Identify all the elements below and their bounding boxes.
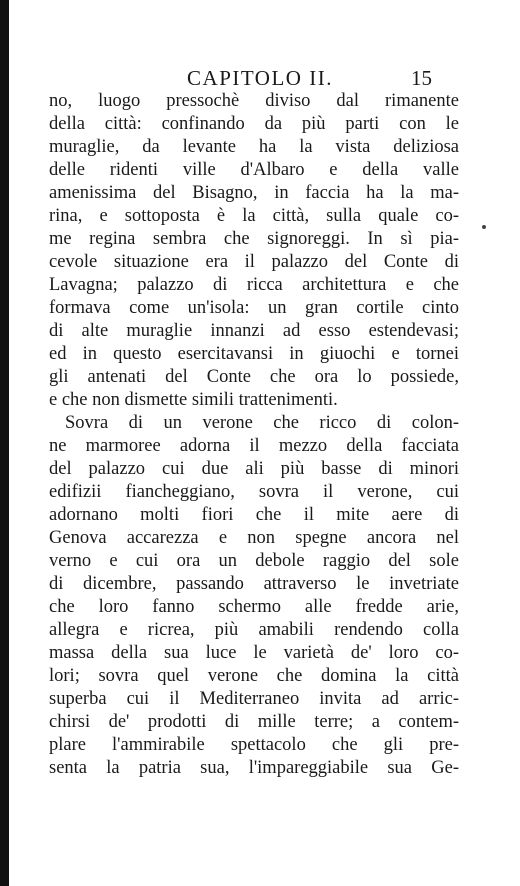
paragraph-end-line: e che non dismette simili trattenimenti. <box>49 390 338 410</box>
paper-speck <box>482 225 486 229</box>
scan-edge-shadow <box>0 0 9 886</box>
body-text <box>49 90 459 780</box>
text-line: di alte muraglie innanzi ad esso estendevasi; <box>49 321 459 341</box>
text-line: di dicembre, passando attraverso le invetriate <box>49 574 459 594</box>
text-line: gli antenati del Conte che ora lo possiede, <box>49 367 459 387</box>
text-line: cevole situazione era il palazzo del Conte di <box>49 252 459 272</box>
text-line: ed in questo esercitavansi in giuochi e tornei <box>49 344 459 364</box>
text-line: ne marmoree adorna il mezzo della facciata <box>49 436 459 456</box>
text-line: verno e cui ora un debole raggio del sole <box>49 551 459 571</box>
text-line: senta la patria sua, l'impareggiabile sua Ge- <box>49 758 459 778</box>
text-line: formava come un'isola: un gran cortile cinto <box>49 298 459 318</box>
text-line: amenissima del Bisagno, in faccia ha la ma- <box>49 183 459 203</box>
text-line: del palazzo cui due ali più basse di minori <box>49 459 459 479</box>
text-line: chirsi de' prodotti di mille terre; a contem- <box>49 712 459 732</box>
text-line: me regina sembra che signoreggi. In sì pia- <box>49 229 459 249</box>
page-number: 15 <box>411 66 432 90</box>
text-line: che loro fanno schermo alle fredde arie, <box>49 597 459 617</box>
text-line: della città: confinando da più parti con le <box>49 114 459 134</box>
text-line: lori; sovra quel verone che domina la città <box>49 666 459 686</box>
text-line: plare l'ammirabile spettacolo che gli pre- <box>49 735 459 755</box>
text-line: Lavagna; palazzo di ricca architettura e che <box>49 275 459 295</box>
text-line: adornano molti fiori che il mite aere di <box>49 505 459 525</box>
text-line: rina, e sottoposta è la città, sulla quale co- <box>49 206 459 226</box>
text-line: massa della sua luce le varietà de' loro co- <box>49 643 459 663</box>
text-line: edifizii fiancheggiano, sovra il verone, cui <box>49 482 459 502</box>
text-line: allegra e ricrea, più amabili rendendo colla <box>49 620 459 640</box>
paragraph-start-line: Sovra di un verone che ricco di colon- <box>65 413 459 433</box>
text-line: delle ridenti ville d'Albaro e della valle <box>49 160 459 180</box>
text-line: Genova accarezza e non spegne ancora nel <box>49 528 459 548</box>
running-head: CAPITOLO II. <box>187 66 333 90</box>
text-line: superba cui il Mediterraneo invita ad arric- <box>49 689 459 709</box>
text-line: muraglie, da levante ha la vista deliziosa <box>49 137 459 157</box>
text-line: no, luogo pressochè diviso dal rimanente <box>49 91 459 111</box>
